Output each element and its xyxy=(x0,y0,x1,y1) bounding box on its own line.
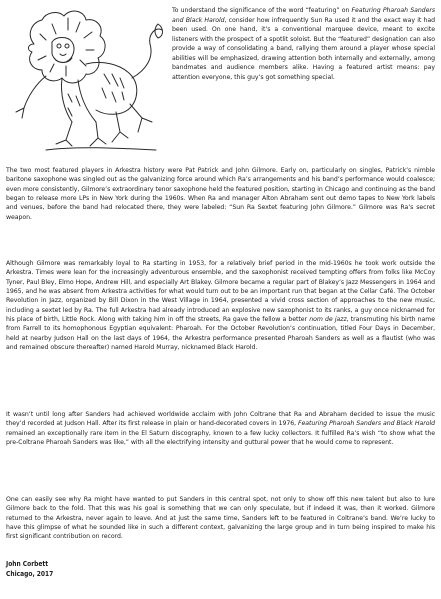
intro-text-1: To understand the significance of the word “featuring” on xyxy=(172,7,352,14)
paragraph-4: One can easily see why Ra might have wanted to put Sanders in this central spot, not only to show off this new talent but also to lure Gilmore back to the fold. That this was his goal is something that we can only speculate, but if indeed it was, then it worked. Gilmore returned to the Arkestra, never again to leave. And at just the same time, Sanders left to be featured in Coltrane’s band. We’re lucky to have this glimpse of what he sounded like in such a different context, galvanizing the large group and in turn being inspired to make his first significant contribution on record. xyxy=(6,496,435,541)
paragraph-3-text-1: It wasn’t until long after Sanders had achieved worldwide acclaim with John Coltrane that Ra and Abraham decided to issue the music they’d recorded at Judson Hall. After its first release in plain or hand-decorated covers in 1976, xyxy=(6,411,435,428)
paragraph-block-1 xyxy=(6,166,435,222)
paragraph-block-3 xyxy=(6,410,435,447)
intro-paragraph-block xyxy=(172,6,435,82)
paragraph-1: The two most featured players in Arkestra history were Pat Patrick and John Gilmore. Early on, particularly on singles, Patrick’s nimble baritone saxophone was singled out as the galvanizing force around which Ra’s arrangements and his band’s performance would coalesce; even more consistently, Gilmore’s extraordinary tenor saxophone held the featured position, starting in Chicago and continuing as the band began to release more LPs in New York during the 1960s. When Ra and manager Alton Abraham sent out demo tapes to New York labels and venues, before the band had relocated there, they were labeled: “Sun Ra Sextet featuring John Gilmore.” Gilmore was Ra’s secret weapon. xyxy=(6,167,435,221)
paragraph-3-text-2: remained an exceptionally rare item in the El Saturn discography, known to a few lucky collectors. It fulfilled Ra’s wish “to show what the pre-Coltrane Pharoah Sanders was like,” with all the electrifying intensity and guttural power that he would come to represent. xyxy=(6,429,435,447)
album-title-italic: Featuring Pharoah Sanders and Black Harold xyxy=(172,7,435,24)
nom-de-jazz-italic: nom de jazz xyxy=(309,316,347,324)
signature xyxy=(6,560,53,579)
author-name: John Corbett xyxy=(6,560,49,568)
paragraph-2-text-2: , transmuting his birth name from Farrell to its homophonous Egyptian equivalent: Pharoah. For the October Revolution’s continuation, titled Four Days in December, held at nearby Judson Hall on the last days of 1964, the Arkestra performance presented Pharoah Sanders as well as a flautist (who was and remained obscure thereafter) named Harold Murray, nicknamed Black Harold. xyxy=(6,316,435,352)
paragraph-2 xyxy=(6,259,435,352)
intro-text-2: , consider how infrequently Sun Ra used it and the exact way it had been used. On one hand, it’s a conventional marquee device, meant to excite listeners with the prospect of a spotlit soloist. But the “featured” designation can also provide a way of consolidating a band, rallying them around a player whose special abilities will be emphasized, drawing attention both internally and externally, among bandmates and audience members alike. Having a featured artist means: pay attention everyone, this guy’s got something special. xyxy=(172,16,436,81)
paragraph-block-2 xyxy=(6,259,435,352)
place-date: Chicago, 2017 xyxy=(6,569,54,578)
paragraph-block-4 xyxy=(6,495,435,542)
paragraph-2-text-1: Although Gilmore was remarkably loyal to Ra starting in 1953, for a relatively brief period in the mid-1960s he took work outside the Arkestra. Times were lean for the increasingly adventurous ensemble, and the saxophonist received tempting offers from folks like McCoy Tyner, Paul Bley, Elmo Hope, Andrew Hill, and especially Art Blakey. Gilmore became a regular part of Blakey’s Jazz Messengers in 1964 and 1965, and he was absent from Arkestra activities for what would turn out to be an important run that began at the Cellar Café. The October Revolution in Jazz, organized by Bill Dixon in the West Village in 1964, presented a vivid cross section of approaches to the new music, including a sextet led by Ra. The full Arkestra had already introduced an explosive new saxophonist to its ranks, a guy once nicknamed for his place of birth, Little Rock. Along with taking him in off the streets, Ra gave the fellow a better xyxy=(6,260,435,324)
lion-drawing-icon xyxy=(6,4,164,154)
paragraph-3 xyxy=(6,410,435,447)
album-title-italic-2: Featuring Pharoah Sanders and Black Harold xyxy=(298,420,435,428)
intro-paragraph xyxy=(172,6,435,82)
